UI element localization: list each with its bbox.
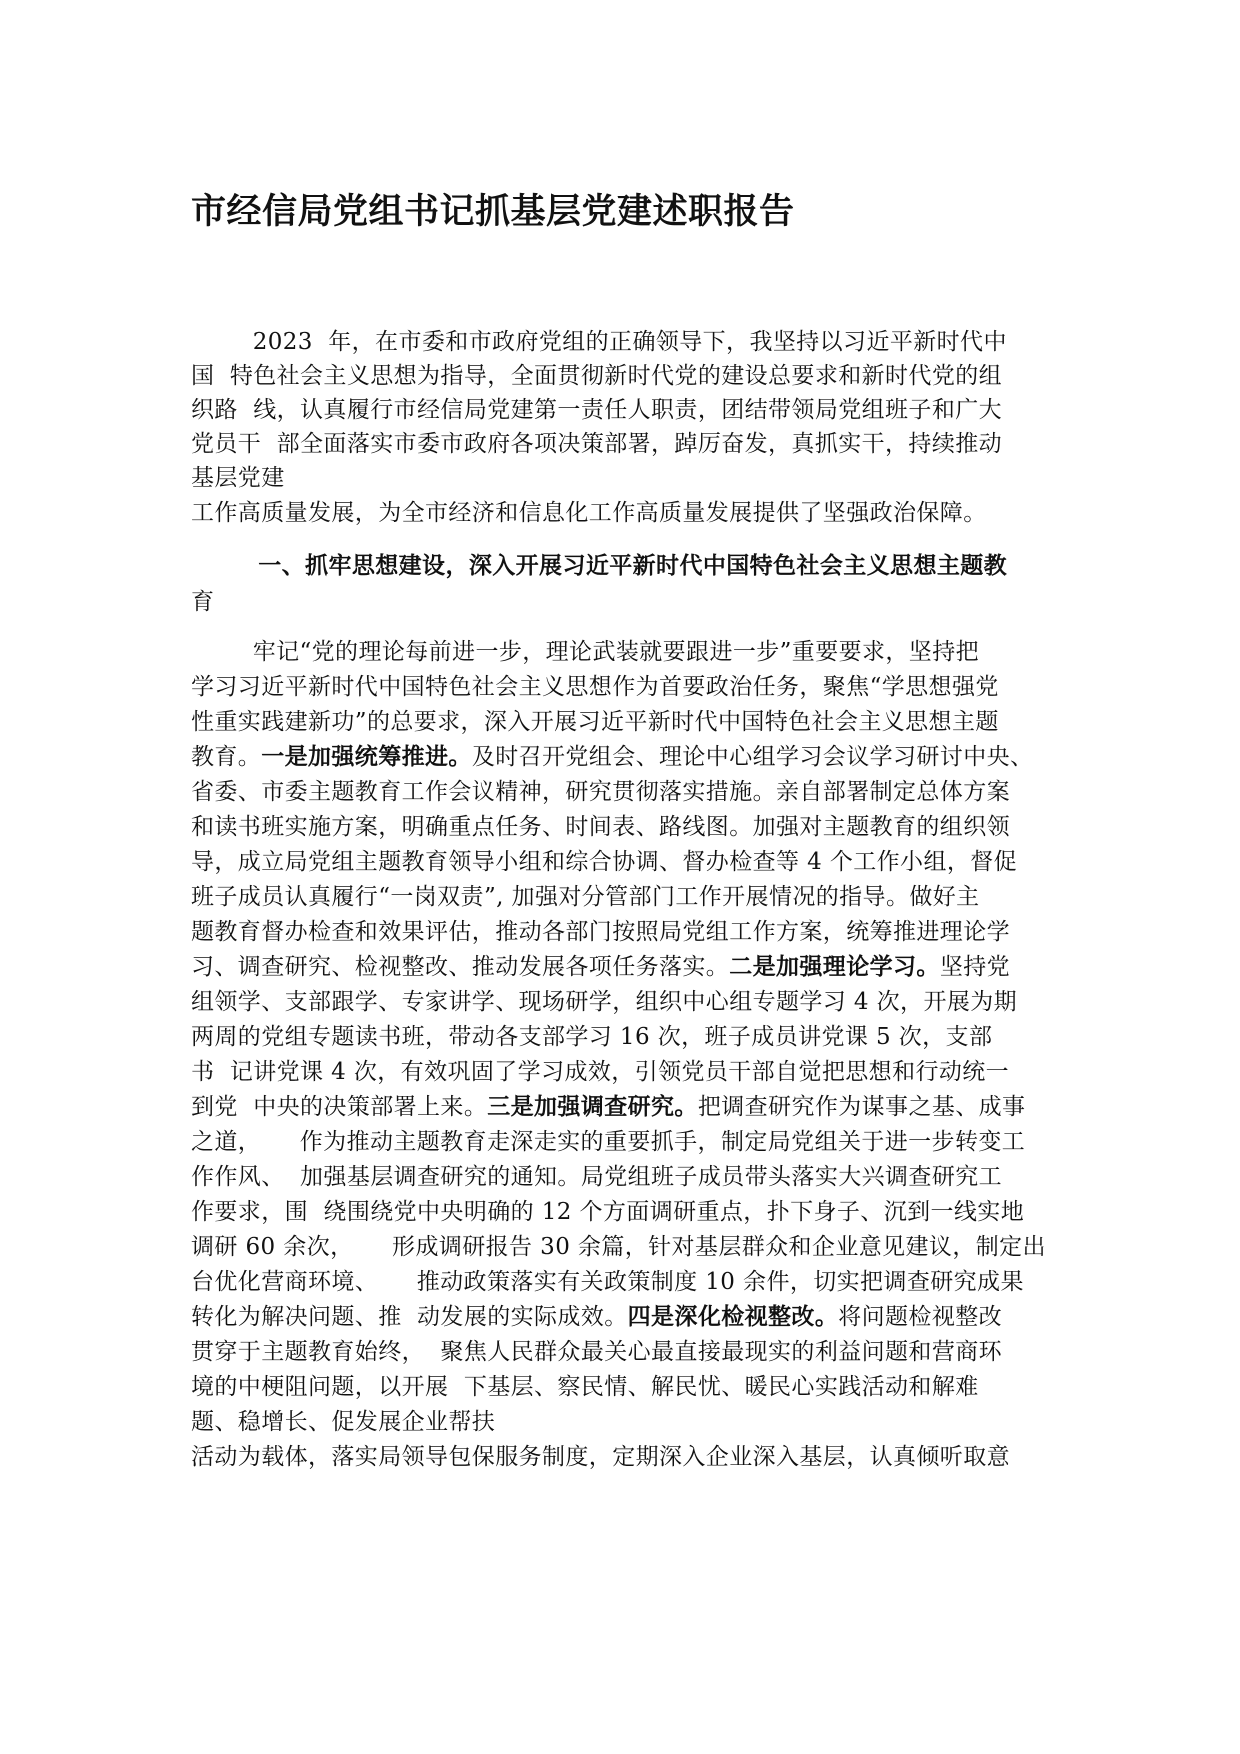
body-line-11: 组领学、支部跟学、专家讲学、现场研学，组织中心组专题学习 4 次，开展为期 xyxy=(191,989,1018,1015)
text-run: 转化为解决问题、推 动发展的实际成效。 xyxy=(191,1304,628,1330)
intro-line-2: 国 特色社会主义思想为指导，全面贯彻新时代党的建设总要求和新时代党的组 xyxy=(191,363,1003,389)
section-heading-line-1: 一、抓牢思想建设，深入开展习近平新时代中国特色社会主义思想主题教 xyxy=(191,553,1008,579)
intro-line-5: 基层党建 xyxy=(191,465,285,491)
body-line-21: 贯穿于主题教育始终， 聚焦人民群众最关心最直接最现实的利益问题和营商环 xyxy=(191,1339,1003,1365)
text-run: 习、调查研究、检视整改、推动发展各项任务落实。 xyxy=(191,954,730,980)
body-line-9: 题教育督办检查和效果评估，推动各部门按照局党组工作方案，统筹推进理论学 xyxy=(191,919,1010,945)
text-run: 坚持党 xyxy=(939,954,1011,980)
body-line-23: 题、稳增长、促发展企业帮扶 xyxy=(191,1409,496,1435)
body-line-10 xyxy=(191,950,1010,984)
body-line-18: 调研 60 余次， 形成调研报告 30 余篇，针对基层群众和企业意见建议，制定出 xyxy=(191,1234,1046,1260)
body-line-1: 牢记“党的理论每前进一步，理论武装就要跟进一步”重要要求，坚持把 xyxy=(191,639,980,665)
body-line-20 xyxy=(191,1300,1002,1334)
bold-run: 三是加强调查研究。 xyxy=(487,1094,698,1120)
body-line-24: 活动为载体，落实局领导包保服务制度，定期深入企业深入基层，认真倾听取意 xyxy=(191,1444,1010,1470)
intro-line-1: 2023 年，在市委和市政府党组的正确领导下，我坚持以习近平新时代中 xyxy=(191,329,1007,355)
text-run: 将问题检视整改 xyxy=(838,1304,1003,1330)
body-line-14 xyxy=(191,1090,1025,1124)
body-line-17: 作要求，围 绕围绕党中央明确的 12 个方面调研重点，扑下身子、沉到一线实地 xyxy=(191,1199,1025,1225)
bold-run: 四是深化检视整改。 xyxy=(627,1304,839,1330)
body-line-7: 导，成立局党组主题教育领导小组和综合协调、督办检查等 4 个工作小组，督促 xyxy=(191,849,1018,875)
text-run: 及时召开党组会、理论中心组学习会议学习研讨中央、 xyxy=(471,744,1034,770)
text-run: 教育。 xyxy=(191,744,262,770)
body-line-3: 性重实践建新功”的总要求，深入开展习近平新时代中国特色社会主义思想主题 xyxy=(191,709,999,735)
section-heading-line-2: 育 xyxy=(191,589,215,615)
body-line-22: 境的中梗阻问题，以开展 下基层、察民情、解民忧、暖民心实践活动和解难 xyxy=(191,1374,979,1400)
body-line-19: 台优化营商环境、 推动政策落实有关政策制度 10 余件，切实把调查研究成果 xyxy=(191,1269,1024,1295)
body-line-12: 两周的党组专题读书班，带动各支部学习 16 次，班子成员讲党课 5 次，支部 xyxy=(191,1024,993,1050)
document-title: 市经信局党组书记抓基层党建述职报告 xyxy=(191,192,795,232)
intro-line-6: 工作高质量发展，为全市经济和信息化工作高质量发展提供了坚强政治保障。 xyxy=(191,500,987,526)
body-line-5: 省委、市委主题教育工作会议精神，研究贯彻落实措施。亲自部署制定总体方案 xyxy=(191,779,1010,805)
body-line-13: 书 记讲党课 4 次，有效巩固了学习成效，引领党员干部自觉把思想和行动统一 xyxy=(191,1059,1010,1085)
intro-line-4: 党员干 部全面落实市委市政府各项决策部署，踔厉奋发，真抓实干，持续推动 xyxy=(191,431,1003,457)
text-run: 到党 中央的决策部署上来。 xyxy=(191,1094,488,1120)
intro-line-3: 织路 线，认真履行市经信局党建第一责任人职责，团结带领局党组班子和广大 xyxy=(191,397,1003,423)
body-line-2: 学习习近平新时代中国特色社会主义思想作为首要政治任务，聚焦“学思想强党 xyxy=(191,674,999,700)
body-line-16: 作作风、 加强基层调查研究的通知。局党组班子成员带头落实大兴调查研究工 xyxy=(191,1164,1003,1190)
bold-run: 二是加强理论学习。 xyxy=(729,954,940,980)
text-run: 把调查研究作为谋事之基、成事 xyxy=(697,1094,1026,1120)
body-line-8: 班子成员认真履行“一岗双责”, 加强对分管部门工作开展情况的指导。做好主 xyxy=(191,884,980,910)
body-line-15: 之道， 作为推动主题教育走深走实的重要抓手，制定局党组关于进一步转变工 xyxy=(191,1129,1026,1155)
bold-run: 一是加强统筹推进。 xyxy=(261,744,472,770)
body-line-6: 和读书班实施方案，明确重点任务、时间表、路线图。加强对主题教育的组织领 xyxy=(191,814,1010,840)
body-line-4 xyxy=(191,740,1033,774)
